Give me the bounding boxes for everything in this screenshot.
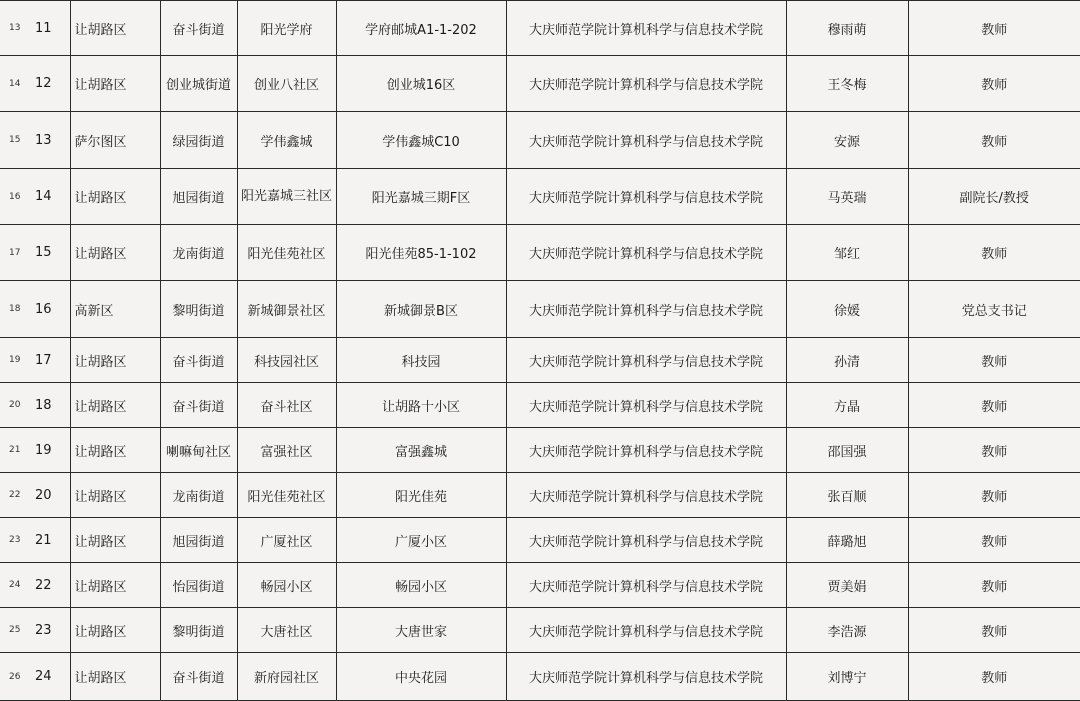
person-name-cell: 贾美娟 bbox=[786, 563, 908, 608]
serial-number: 21 bbox=[33, 518, 70, 563]
person-name-cell: 张百顺 bbox=[786, 473, 908, 518]
serial-number: 14 bbox=[33, 169, 70, 225]
street-cell: 旭园街道 bbox=[160, 169, 237, 225]
street-cell: 奋斗街道 bbox=[160, 1, 237, 56]
row-index: 18 bbox=[0, 281, 33, 338]
job-title-cell: 教师 bbox=[908, 1, 1080, 56]
organization-cell: 大庆师范学院计算机科学与信息技术学院 bbox=[506, 338, 786, 383]
row-index: 26 bbox=[0, 653, 33, 701]
address-cell: 让胡路十小区 bbox=[336, 383, 506, 428]
address-cell: 畅园小区 bbox=[336, 563, 506, 608]
table-body bbox=[0, 1, 1080, 701]
district-cell: 让胡路区 bbox=[70, 518, 160, 563]
organization-cell: 大庆师范学院计算机科学与信息技术学院 bbox=[506, 112, 786, 169]
person-name-cell: 李浩源 bbox=[786, 608, 908, 653]
street-cell: 奋斗街道 bbox=[160, 653, 237, 701]
district-cell: 高新区 bbox=[70, 281, 160, 338]
serial-number: 24 bbox=[33, 653, 70, 701]
organization-cell: 大庆师范学院计算机科学与信息技术学院 bbox=[506, 518, 786, 563]
community-cell: 阳光学府 bbox=[237, 1, 336, 56]
row-index: 17 bbox=[0, 225, 33, 281]
address-cell: 科技园 bbox=[336, 338, 506, 383]
organization-cell: 大庆师范学院计算机科学与信息技术学院 bbox=[506, 563, 786, 608]
person-name-cell: 薛璐旭 bbox=[786, 518, 908, 563]
district-cell: 让胡路区 bbox=[70, 1, 160, 56]
organization-cell: 大庆师范学院计算机科学与信息技术学院 bbox=[506, 1, 786, 56]
organization-cell: 大庆师范学院计算机科学与信息技术学院 bbox=[506, 653, 786, 701]
address-cell: 学府邮城A1-1-202 bbox=[336, 1, 506, 56]
community-cell: 新府园社区 bbox=[237, 653, 336, 701]
job-title-cell: 教师 bbox=[908, 56, 1080, 112]
district-cell: 让胡路区 bbox=[70, 338, 160, 383]
street-cell: 绿园街道 bbox=[160, 112, 237, 169]
address-cell: 学伟鑫城C10 bbox=[336, 112, 506, 169]
job-title-cell: 教师 bbox=[908, 428, 1080, 473]
serial-number: 15 bbox=[33, 225, 70, 281]
district-cell: 萨尔图区 bbox=[70, 112, 160, 169]
job-title-cell: 教师 bbox=[908, 338, 1080, 383]
serial-number: 18 bbox=[33, 383, 70, 428]
address-cell: 大唐世家 bbox=[336, 608, 506, 653]
table-row bbox=[0, 428, 1080, 473]
district-cell: 让胡路区 bbox=[70, 56, 160, 112]
community-cell: 阳光佳苑社区 bbox=[237, 473, 336, 518]
row-index: 16 bbox=[0, 169, 33, 225]
street-cell: 龙南街道 bbox=[160, 225, 237, 281]
community-cell: 学伟鑫城 bbox=[237, 112, 336, 169]
community-cell: 广厦社区 bbox=[237, 518, 336, 563]
person-name-cell: 邹红 bbox=[786, 225, 908, 281]
row-index: 20 bbox=[0, 383, 33, 428]
serial-number: 16 bbox=[33, 281, 70, 338]
address-cell: 阳光佳苑85-1-102 bbox=[336, 225, 506, 281]
street-cell: 旭园街道 bbox=[160, 518, 237, 563]
person-name-cell: 马英瑞 bbox=[786, 169, 908, 225]
community-cell: 科技园社区 bbox=[237, 338, 336, 383]
person-name-cell: 王冬梅 bbox=[786, 56, 908, 112]
street-cell: 怡园街道 bbox=[160, 563, 237, 608]
person-name-cell: 安源 bbox=[786, 112, 908, 169]
serial-number: 11 bbox=[33, 1, 70, 56]
street-cell: 奋斗街道 bbox=[160, 383, 237, 428]
community-cell: 阳光嘉城三社区 bbox=[237, 169, 336, 225]
address-cell: 中央花园 bbox=[336, 653, 506, 701]
row-index: 21 bbox=[0, 428, 33, 473]
district-cell: 让胡路区 bbox=[70, 428, 160, 473]
person-name-cell: 徐媛 bbox=[786, 281, 908, 338]
street-cell: 奋斗街道 bbox=[160, 338, 237, 383]
organization-cell: 大庆师范学院计算机科学与信息技术学院 bbox=[506, 56, 786, 112]
job-title-cell: 副院长/教授 bbox=[908, 169, 1080, 225]
district-cell: 让胡路区 bbox=[70, 653, 160, 701]
table-row bbox=[0, 169, 1080, 225]
table-row bbox=[0, 338, 1080, 383]
serial-number: 22 bbox=[33, 563, 70, 608]
table-row bbox=[0, 518, 1080, 563]
job-title-cell: 教师 bbox=[908, 653, 1080, 701]
organization-cell: 大庆师范学院计算机科学与信息技术学院 bbox=[506, 383, 786, 428]
table-row bbox=[0, 383, 1080, 428]
table-row bbox=[0, 1, 1080, 56]
table-row bbox=[0, 225, 1080, 281]
row-index: 23 bbox=[0, 518, 33, 563]
row-index: 14 bbox=[0, 56, 33, 112]
person-name-cell: 方晶 bbox=[786, 383, 908, 428]
table-row bbox=[0, 56, 1080, 112]
district-cell: 让胡路区 bbox=[70, 563, 160, 608]
district-cell: 让胡路区 bbox=[70, 383, 160, 428]
row-index: 25 bbox=[0, 608, 33, 653]
address-cell: 富强鑫城 bbox=[336, 428, 506, 473]
table-row bbox=[0, 281, 1080, 338]
row-index: 22 bbox=[0, 473, 33, 518]
job-title-cell: 教师 bbox=[908, 563, 1080, 608]
row-index: 15 bbox=[0, 112, 33, 169]
table-row bbox=[0, 473, 1080, 518]
organization-cell: 大庆师范学院计算机科学与信息技术学院 bbox=[506, 473, 786, 518]
address-cell: 新城御景B区 bbox=[336, 281, 506, 338]
table-row bbox=[0, 608, 1080, 653]
address-cell: 创业城16区 bbox=[336, 56, 506, 112]
organization-cell: 大庆师范学院计算机科学与信息技术学院 bbox=[506, 225, 786, 281]
street-cell: 创业城街道 bbox=[160, 56, 237, 112]
job-title-cell: 教师 bbox=[908, 518, 1080, 563]
address-cell: 阳光嘉城三期F区 bbox=[336, 169, 506, 225]
district-cell: 让胡路区 bbox=[70, 225, 160, 281]
person-name-cell: 刘博宁 bbox=[786, 653, 908, 701]
address-cell: 阳光佳苑 bbox=[336, 473, 506, 518]
serial-number: 23 bbox=[33, 608, 70, 653]
district-cell: 让胡路区 bbox=[70, 169, 160, 225]
job-title-cell: 教师 bbox=[908, 112, 1080, 169]
person-name-cell: 孙清 bbox=[786, 338, 908, 383]
community-cell: 畅园小区 bbox=[237, 563, 336, 608]
community-cell: 奋斗社区 bbox=[237, 383, 336, 428]
street-cell: 龙南街道 bbox=[160, 473, 237, 518]
street-cell: 黎明街道 bbox=[160, 608, 237, 653]
serial-number: 17 bbox=[33, 338, 70, 383]
street-cell: 黎明街道 bbox=[160, 281, 237, 338]
community-cell: 阳光佳苑社区 bbox=[237, 225, 336, 281]
job-title-cell: 教师 bbox=[908, 473, 1080, 518]
serial-number: 13 bbox=[33, 112, 70, 169]
community-cell: 大唐社区 bbox=[237, 608, 336, 653]
street-cell: 喇嘛甸社区 bbox=[160, 428, 237, 473]
row-index: 24 bbox=[0, 563, 33, 608]
job-title-cell: 教师 bbox=[908, 608, 1080, 653]
district-cell: 让胡路区 bbox=[70, 473, 160, 518]
organization-cell: 大庆师范学院计算机科学与信息技术学院 bbox=[506, 169, 786, 225]
person-name-cell: 穆雨萌 bbox=[786, 1, 908, 56]
table-row bbox=[0, 563, 1080, 608]
organization-cell: 大庆师范学院计算机科学与信息技术学院 bbox=[506, 428, 786, 473]
community-cell: 创业八社区 bbox=[237, 56, 336, 112]
row-index: 19 bbox=[0, 338, 33, 383]
person-name-cell: 邵国强 bbox=[786, 428, 908, 473]
organization-cell: 大庆师范学院计算机科学与信息技术学院 bbox=[506, 281, 786, 338]
address-cell: 广厦小区 bbox=[336, 518, 506, 563]
organization-cell: 大庆师范学院计算机科学与信息技术学院 bbox=[506, 608, 786, 653]
serial-number: 19 bbox=[33, 428, 70, 473]
table-row bbox=[0, 112, 1080, 169]
job-title-cell: 教师 bbox=[908, 383, 1080, 428]
community-cell: 富强社区 bbox=[237, 428, 336, 473]
job-title-cell: 党总支书记 bbox=[908, 281, 1080, 338]
row-index: 13 bbox=[0, 1, 33, 56]
serial-number: 12 bbox=[33, 56, 70, 112]
serial-number: 20 bbox=[33, 473, 70, 518]
district-cell: 让胡路区 bbox=[70, 608, 160, 653]
job-title-cell: 教师 bbox=[908, 225, 1080, 281]
community-cell: 新城御景社区 bbox=[237, 281, 336, 338]
table-row bbox=[0, 653, 1080, 701]
